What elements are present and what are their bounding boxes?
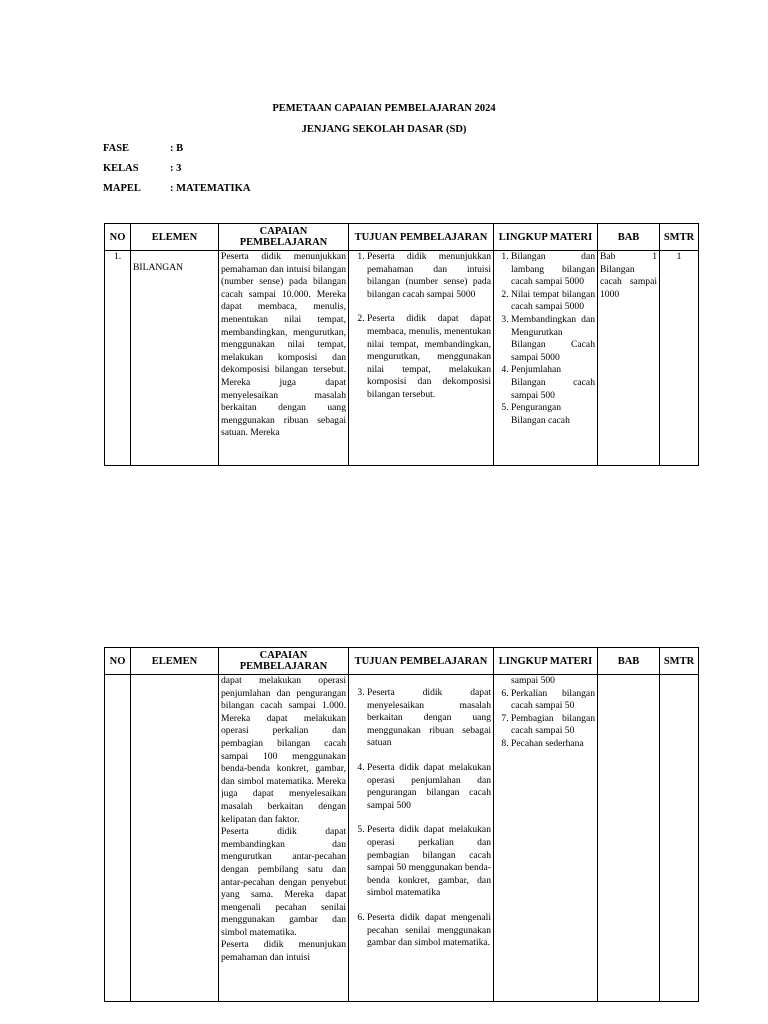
bab-text: Bab 1 Bilangan cacah sampai 1000 (600, 251, 657, 300)
cell-lingkup (494, 251, 598, 466)
cell-no: 1. (105, 251, 131, 466)
tujuan-item: 2. Peserta didik dapat dapat membaca, menulis, menentukan nilai tempat, membandingkan, mengurutkan, menggunakan nilai tempat, melakukan komposisi dan dekomposisi bilangan tersebut. (367, 313, 491, 401)
cell-capaian (219, 251, 349, 466)
header-tujuan: TUJUAN PEMBELAJARAN (349, 224, 494, 251)
lingkup-item: 8. Pecahan sederhana (511, 738, 595, 751)
cell-elemen (131, 675, 219, 1002)
kelas-value: : 3 (170, 163, 182, 174)
mapel-label: MAPEL (103, 183, 141, 194)
header-bab: BAB (598, 648, 660, 675)
header-capaian: CAPAIAN PEMBELAJARAN (219, 648, 349, 675)
cell-bab (598, 675, 660, 1002)
capaian-text: Peserta didik menunjukan pemahaman dan intuisi (221, 939, 346, 964)
document-title: PEMETAAN CAPAIAN PEMBELAJARAN 2024 (272, 103, 496, 114)
tujuan-item: 5. Peserta didik dapat melakukan operasi perkalian dan pembagian bilangan cacah sampai 50 menggunakan benda-benda konkret, gambar, dan simbol matematika (367, 824, 491, 900)
tujuan-item: 1. Peserta didik menunjukkan pemahaman dan intuisi bilangan (number sense) pada bilangan cacah sampai 5000 (367, 251, 491, 301)
tujuan-list (351, 251, 491, 402)
header-elemen: ELEMEN (131, 648, 219, 675)
cell-tujuan (349, 675, 494, 1002)
tujuan-list (351, 687, 491, 950)
header-capaian: CAPAIAN PEMBELAJARAN (219, 224, 349, 251)
header-smtr: SMTR (660, 648, 699, 675)
header-lingkup: LINGKUP MATERI (494, 224, 598, 251)
lingkup-item: 7. Pembagian bilangan cacah sampai 50 (511, 713, 595, 738)
mapping-table-page1 (104, 223, 699, 466)
cell-lingkup (494, 675, 598, 1002)
table-row (105, 675, 699, 1002)
lingkup-item: 5. Pengurangan Bilangan cacah (511, 402, 595, 427)
cell-no (105, 675, 131, 1002)
tujuan-item: 3. Peserta didik dapat menyelesaikan masalah berkaitan dengan uang menggunakan ribuan sebagai satuan (367, 687, 491, 750)
cell-smtr (660, 675, 699, 1002)
mapel-value: : MATEMATIKA (170, 183, 251, 194)
fase-label: FASE (103, 143, 130, 154)
table-header-row (105, 648, 699, 675)
lingkup-item: 1. Bilangan dan lambang bilangan cacah sampai 5000 (511, 251, 595, 289)
cell-smtr: 1 (660, 251, 699, 466)
fase-value: : B (170, 143, 184, 154)
meta-mapel (103, 183, 250, 194)
lingkup-continued: sampai 500 (511, 675, 555, 686)
header-bab: BAB (598, 224, 660, 251)
tujuan-item: 6. Peserta didik dapat mengenali pecahan senilai menggunakan gambar dan simbol matematika. (367, 912, 491, 950)
kelas-label: KELAS (103, 163, 139, 174)
capaian-text: Peserta didik dapat membandingkan dan mengurutkan antar-pecahan dengan pembilang satu dan antar-pecahan dengan penyebut yang sama. Mereka dapat mengenali pecahan senilai menggunakan gambar dan simbol matematika. (221, 826, 346, 938)
header-elemen: ELEMEN (131, 224, 219, 251)
header-no: NO (105, 224, 131, 251)
lingkup-list (496, 688, 595, 751)
mapping-table-page2 (104, 647, 699, 1002)
header-no: NO (105, 648, 131, 675)
capaian-text: Peserta didik menunjukkan pemahaman dan intuisi bilangan (number sense) pada bilangan cacah sampai 10.000. Mereka dapat membaca, menulis, menentukan nilai tempat, membandingkan, mengurutkan, menggunakan nilai tempat, melakukan komposisi dan dekomposisi bilangan tersebut. Mereka juga dapat menyelesaikan masalah berkaitan dengan uang menggunakan ribuan sebagai satuan. Mereka (221, 251, 346, 439)
meta-fase (103, 143, 183, 154)
lingkup-list (496, 251, 595, 427)
lingkup-item: 2. Nilai tempat bilangan cacah sampai 5000 (511, 289, 595, 314)
document-subtitle: JENJANG SEKOLAH DASAR (SD) (301, 124, 467, 135)
table-row (105, 251, 699, 466)
table-header-row (105, 224, 699, 251)
tujuan-item: 4. Peserta didik dapat melakukan operasi penjumlahan dan pengurangan bilangan cacah sampai 500 (367, 762, 491, 812)
capaian-text: dapat melakukan operasi penjumlahan dan pengurangan bilangan cacah sampai 1.000. Mereka dapat melakukan operasi perkalian dan pembagian bilangan cacah sampai 100 menggunakan benda-benda konkret, gambar, dan simbol matematika. Mereka juga dapat menyelesaikan masalah berkaitan dengan kelipatan dan faktor. (221, 675, 346, 825)
header-tujuan: TUJUAN PEMBELAJARAN (349, 648, 494, 675)
cell-elemen: BILANGAN (131, 251, 219, 466)
lingkup-item: 6. Perkalian bilangan cacah sampai 50 (511, 688, 595, 713)
cell-capaian (219, 675, 349, 1002)
header-lingkup: LINGKUP MATERI (494, 648, 598, 675)
meta-kelas (103, 163, 181, 174)
cell-tujuan (349, 251, 494, 466)
header-smtr: SMTR (660, 224, 699, 251)
lingkup-item: 4. Penjumlahan Bilangan cacah sampai 500 (511, 364, 595, 402)
cell-bab (598, 251, 660, 466)
lingkup-item: 3. Membandingkan dan Mengurutkan Bilangan Cacah sampai 5000 (511, 314, 595, 364)
